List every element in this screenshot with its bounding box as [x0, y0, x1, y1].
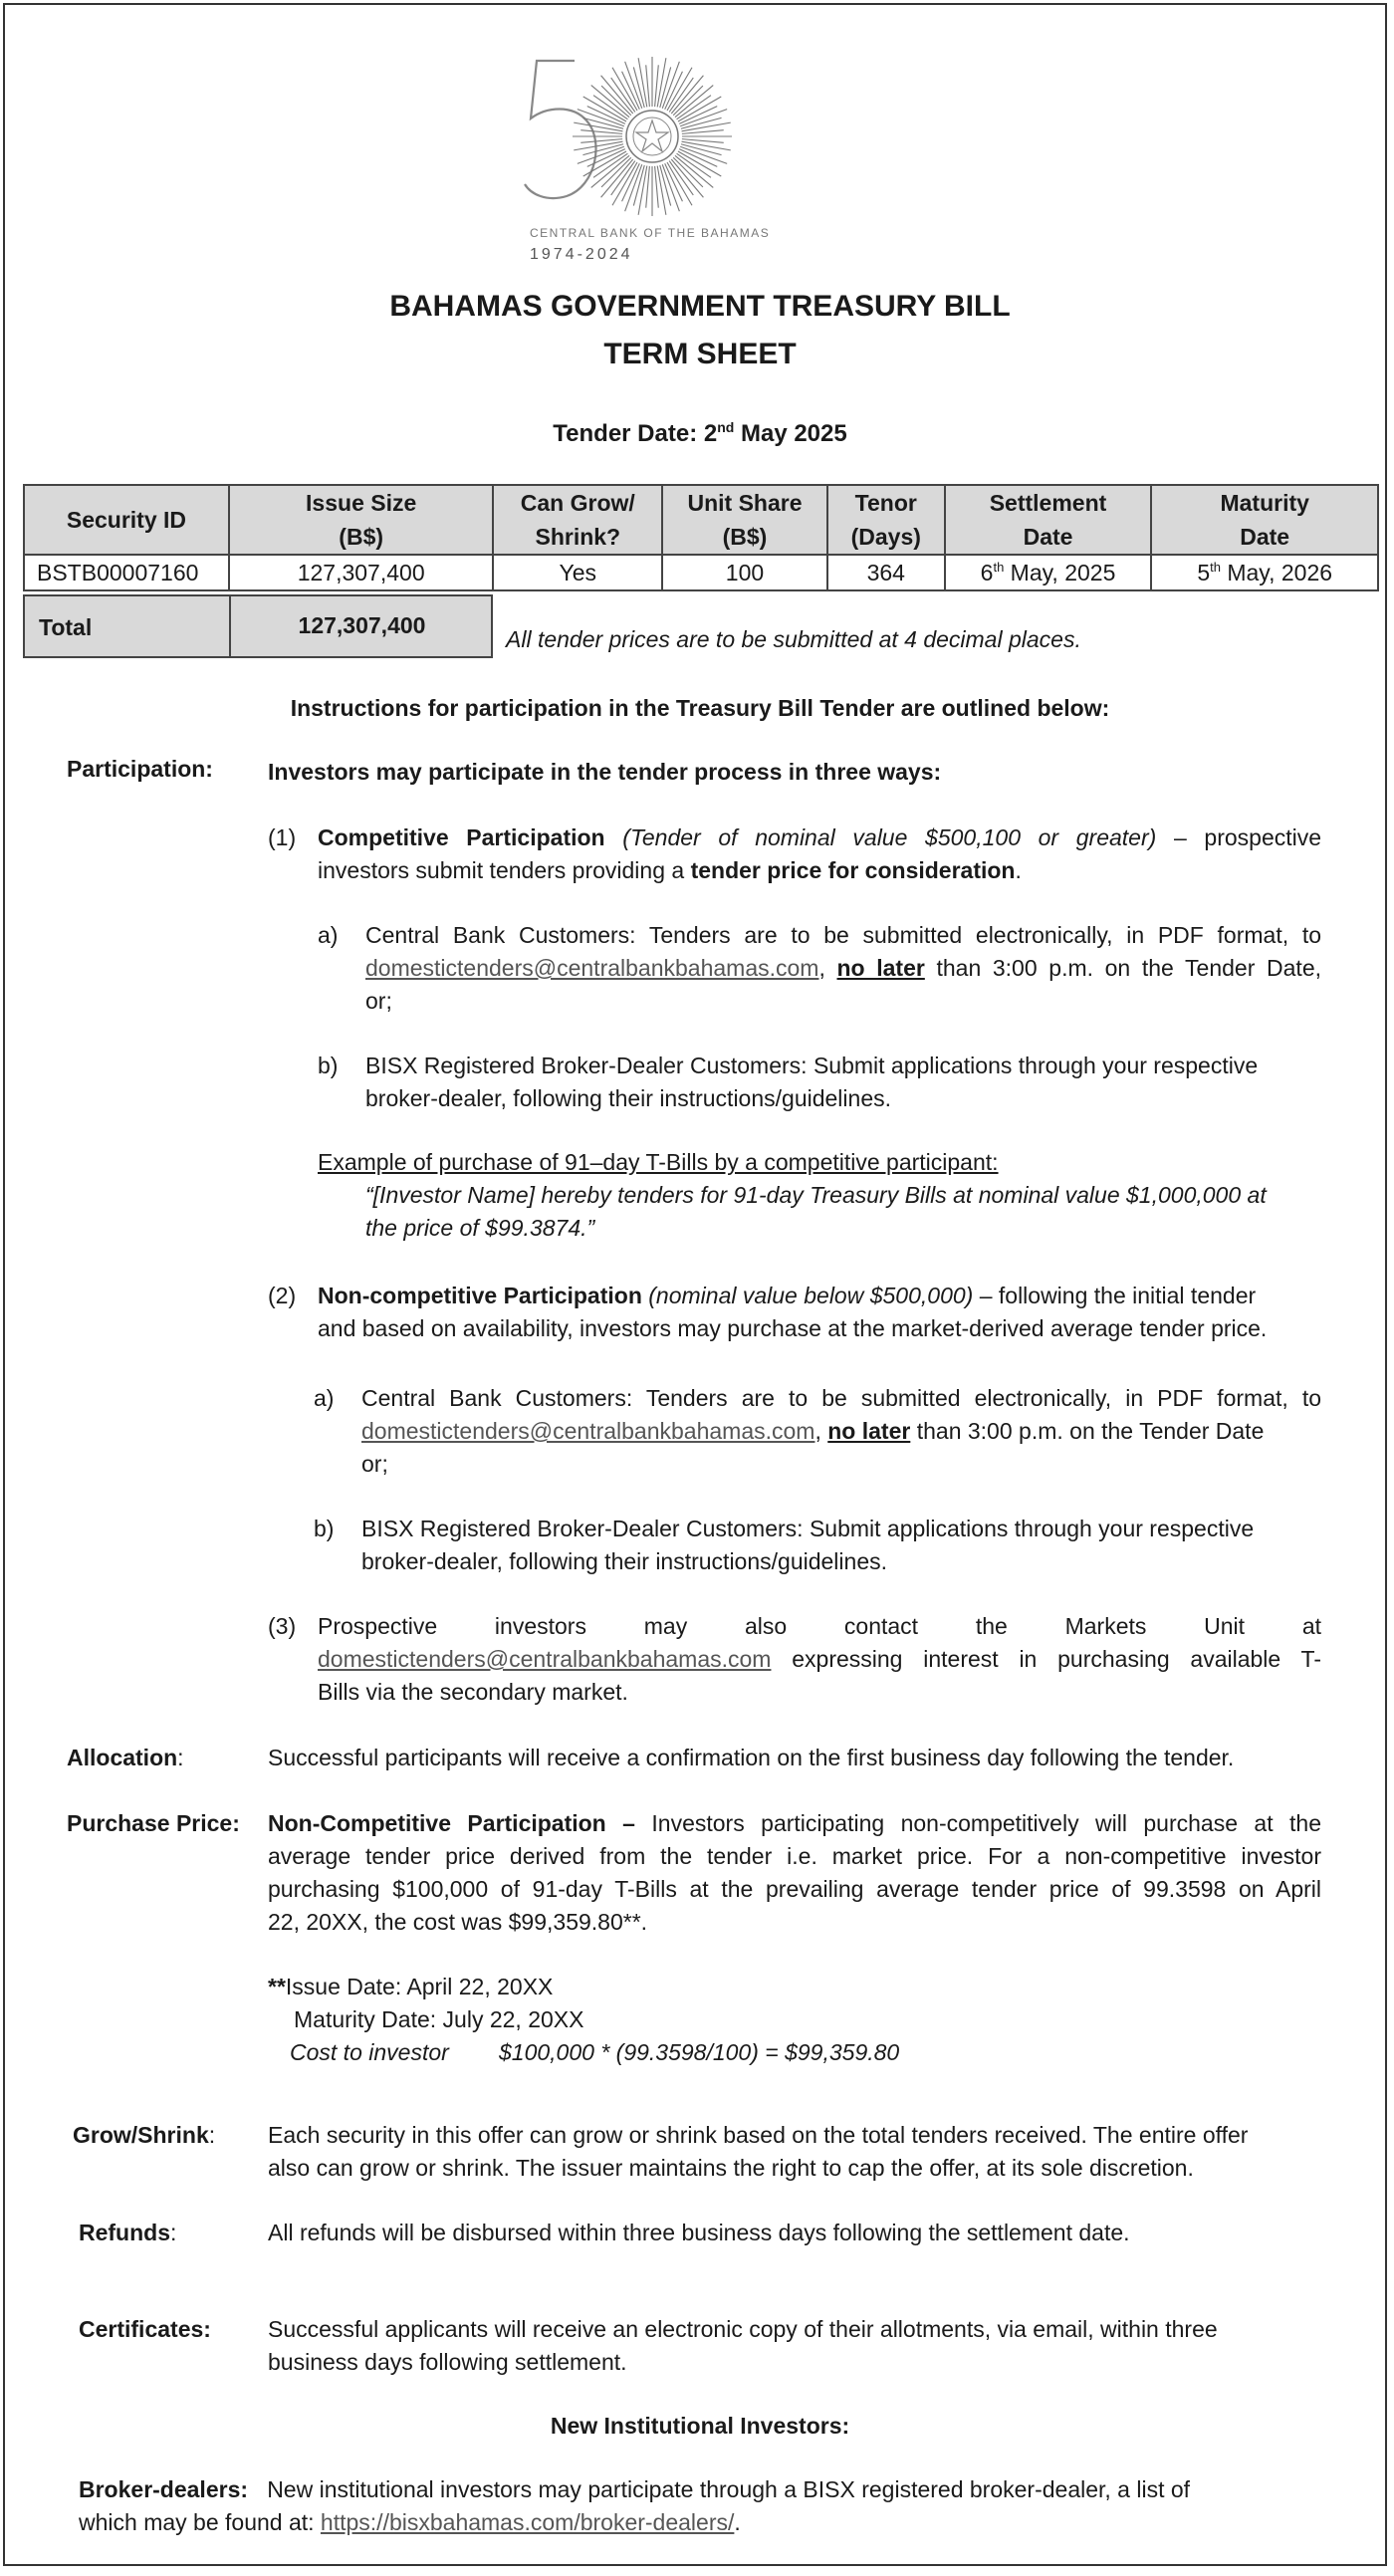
p1a-line3: or;: [365, 988, 392, 1014]
grow-shrink-line2: also can grow or shrink. The issuer maintains the right to cap the offer, at its sole discretion.: [268, 2155, 1194, 2181]
logo-ray: [682, 130, 724, 134]
example-line2: the price of $99.3874.”: [365, 1215, 595, 1241]
logo-ray: [646, 166, 650, 208]
total-row: [23, 594, 493, 658]
purchase-price-line1: Non-Competitive Participation – Investors participating non-competitively will purchase at the: [268, 1810, 1322, 1836]
competitive-participation-line1: Competitive Participation (Tender of nominal value $500,100 or greater) – prospective: [318, 824, 1322, 850]
broker-dealers-line1: Broker-dealers: New institutional investors may participate through a BISX registered broker-dealer, a list of: [79, 2476, 1191, 2502]
item-number: (2): [268, 1283, 297, 1308]
certificates-line2: business days following settlement.: [268, 2349, 627, 2375]
tender-date: Tender Date: 2nd May 2025: [553, 419, 847, 447]
p1b-line1: BISX Registered Broker-Dealer Customers: Submit applications through your respective: [365, 1053, 1259, 1078]
col-issue-size: Issue Size (B$): [229, 485, 494, 555]
p1b-line2: broker-dealer, following their instructions/guidelines.: [365, 1085, 892, 1111]
p2a-line2: domestictenders@centralbankbahamas.com, no later than 3:00 p.m. on the Tender Date: [361, 1418, 1265, 1444]
purchase-price-line2: average tender price derived from the tender i.e. market price. For a non-competitive investor: [268, 1843, 1321, 1869]
term-sheet-page: [3, 3, 1387, 2566]
p2b-line1: BISX Registered Broker-Dealer Customers: Submit applications through your respective: [361, 1516, 1255, 1541]
non-competitive-line1: Non-competitive Participation (nominal value below $500,000) – following the initial tender: [318, 1283, 1257, 1308]
p1a-line2: domestictenders@centralbankbahamas.com, no later than 3:00 p.m. on the Tender Date,: [365, 955, 1321, 981]
certificates-label: Certificates:: [79, 2316, 211, 2342]
cbob-50th-anniversary-logo: [513, 47, 812, 276]
total-label: Total: [39, 614, 93, 640]
participation-label: Participation:: [67, 756, 213, 782]
maturity-date: Maturity Date: July 22, 20XX: [294, 2006, 584, 2032]
col-maturity-date: Maturity Date: [1151, 485, 1378, 555]
example-heading: Example of purchase of 91–day T-Bills by a competitive participant:: [318, 1149, 999, 1175]
document-subtitle: TERM SHEET: [603, 338, 797, 370]
refunds-text: All refunds will be disbursed within three business days following the settlement date.: [268, 2220, 1130, 2245]
document-title: BAHAMAS GOVERNMENT TREASURY BILL: [389, 290, 1011, 323]
purchase-price-line4: 22, 20XX, the cost was $99,359.80**.: [268, 1909, 648, 1935]
logo-years: 1974-2024: [530, 246, 633, 263]
table-row: [24, 555, 1378, 590]
decimal-places-note: All tender prices are to be submitted at 4 decimal places.: [506, 626, 1081, 652]
email-link[interactable]: domestictenders@centralbankbahamas.com: [365, 955, 819, 981]
email-link[interactable]: domestictenders@centralbankbahamas.com: [361, 1418, 815, 1444]
grow-shrink-line1: Each security in this offer can grow or shrink based on the total tenders received. The entire offer: [268, 2122, 1249, 2148]
cell-maturity-date: 5th May, 2026: [1151, 555, 1378, 590]
logo-ray: [682, 139, 724, 143]
cell-issue-size: 127,307,400: [229, 555, 494, 590]
logo-ray: [655, 65, 659, 107]
col-security-id: Security ID: [24, 485, 229, 555]
competitive-participation-line2: investors submit tenders providing a tender price for consideration.: [318, 857, 1022, 883]
total-value: 127,307,400: [298, 612, 426, 638]
certificates-line1: Successful applicants will receive an electronic copy of their allotments, via email, within three: [268, 2316, 1218, 2342]
cost-label: Cost to investor: [290, 2039, 449, 2065]
item-number: (1): [268, 824, 297, 850]
participation-intro: Investors may participate in the tender process in three ways:: [268, 759, 942, 785]
logo-ray: [581, 130, 622, 134]
cell-unit-share: 100: [662, 555, 827, 590]
col-tenor: Tenor (Days): [827, 485, 945, 555]
new-institutional-heading: New Institutional Investors:: [550, 2413, 850, 2439]
purchase-price-label: Purchase Price:: [67, 1810, 240, 1836]
cell-settlement-date: 6th May, 2025: [945, 555, 1152, 590]
allocation-text: Successful participants will receive a confirmation on the first business day following the tender.: [268, 1745, 1235, 1770]
item-letter: a): [318, 922, 339, 948]
non-competitive-line2: and based on availability, investors may purchase at the market-derived average tender price.: [318, 1315, 1268, 1341]
issue-date: **Issue Date: April 22, 20XX: [268, 1974, 554, 1999]
p2b-line2: broker-dealer, following their instructions/guidelines.: [361, 1548, 888, 1574]
grow-shrink-label: Grow/Shrink:: [73, 2122, 216, 2148]
purchase-price-line3: purchasing $100,000 of 91-day T-Bills at the prevailing average tender price of 99.3598 on April: [268, 1876, 1321, 1902]
p3-line1: Prospective investors may also contact the Markets Unit at: [318, 1613, 1321, 1639]
p3-line2: domestictenders@centralbankbahamas.com expressing interest in purchasing available T-: [318, 1646, 1321, 1672]
broker-dealers-line2: which may be found at: https://bisxbahamas.com/broker-dealers/.: [79, 2509, 741, 2535]
p2a-line1: Central Bank Customers: Tenders are to be submitted electronically, in PDF format, to: [361, 1385, 1321, 1411]
col-settlement-date: Settlement Date: [945, 485, 1152, 555]
example-line1: “[Investor Name] hereby tenders for 91-day Treasury Bills at nominal value $1,000,000 at: [365, 1182, 1267, 1208]
item-letter: b): [318, 1053, 339, 1078]
item-number: (3): [268, 1613, 297, 1639]
allocation-label: Allocation:: [67, 1745, 184, 1770]
broker-dealers-link[interactable]: https://bisxbahamas.com/broker-dealers/: [320, 2509, 735, 2535]
p3-line3: Bills via the secondary market.: [318, 1679, 628, 1705]
p2a-line3: or;: [361, 1451, 388, 1477]
cell-can-grow: Yes: [493, 555, 662, 590]
logo-ray: [655, 166, 659, 208]
instructions-heading: Instructions for participation in the Treasury Bill Tender are outlined below:: [290, 695, 1110, 721]
email-link[interactable]: domestictenders@centralbankbahamas.com: [318, 1646, 772, 1672]
refunds-label: Refunds:: [79, 2220, 177, 2245]
table-header-row: [24, 485, 1378, 555]
p1a-line1: Central Bank Customers: Tenders are to be submitted electronically, in PDF format, to: [365, 922, 1321, 948]
item-letter: b): [314, 1516, 335, 1541]
item-letter: a): [314, 1385, 335, 1411]
cell-security-id: BSTB00007160: [24, 555, 229, 590]
logo-ray: [646, 65, 650, 107]
col-unit-share: Unit Share (B$): [662, 485, 827, 555]
security-table: [23, 484, 1379, 591]
cell-tenor: 364: [827, 555, 945, 590]
logo-caption: CENTRAL BANK OF THE BAHAMAS: [530, 226, 771, 240]
col-can-grow: Can Grow/ Shrink?: [493, 485, 662, 555]
logo-ray: [581, 139, 622, 143]
cost-formula: $100,000 * (99.3598/100) = $99,359.80: [499, 2039, 900, 2065]
